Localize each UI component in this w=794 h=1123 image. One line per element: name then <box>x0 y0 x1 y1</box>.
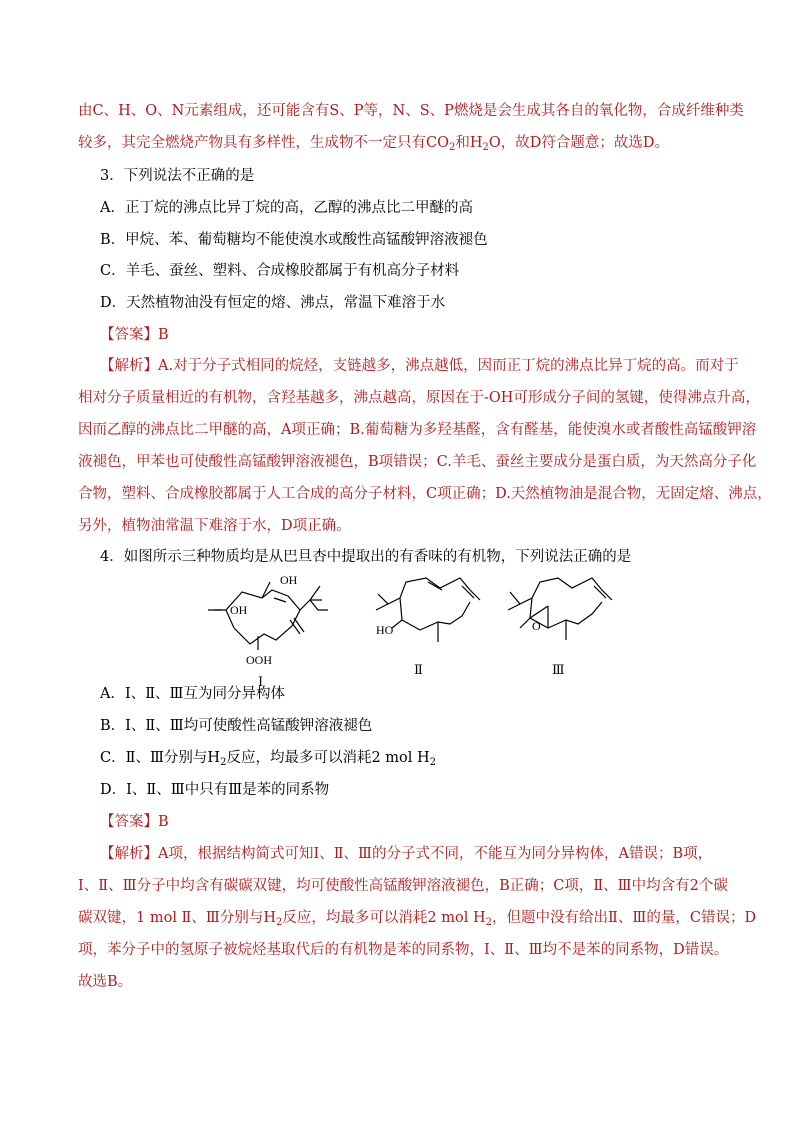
oh-group-label: OH <box>280 573 298 587</box>
structure-label-2: Ⅱ <box>414 662 423 677</box>
ho-group-label: HO <box>376 623 394 637</box>
structure-2 <box>376 578 480 677</box>
q4-analysis-line-4: 项，苯分子中的氢原子被烷烃基取代后的有机物是苯的同系物，Ⅰ、Ⅱ、Ⅲ均不是苯的同系物，D错误。 <box>78 942 729 958</box>
oh-group-label: OH <box>230 603 248 617</box>
q3-answer: 【答案】B <box>100 327 169 343</box>
structure-1 <box>208 573 328 689</box>
q3-option-d: D．天然植物油没有恒定的熔、沸点，常温下难溶于水 <box>100 295 446 311</box>
q4-option-d: D．Ⅰ、Ⅱ、Ⅲ中只有Ⅲ是苯的同系物 <box>100 782 330 798</box>
structure-label-1: Ⅰ <box>258 674 264 689</box>
ooh-group-label: OOH <box>246 653 272 667</box>
q3-analysis-line-2: 相对分子质量相近的有机物，含羟基越多，沸点越高，原因在于-OH可形成分子间的氢键，使得沸点升高， <box>78 390 760 406</box>
intro-line-2: 较多，其完全燃烧产物具有多样性，生成物不一定只有$CO_2$和$H_2O$，故D符合题意；故选D。 <box>78 135 670 153</box>
molecule-structures-figure <box>200 570 620 690</box>
analysis-tag: 【解析】 <box>100 846 158 862</box>
q3-stem: 3．下列说法不正确的是 <box>100 168 255 184</box>
q3-option-a: A．正丁烷的沸点比异丁烷的高，乙醇的沸点比二甲醚的高 <box>100 200 473 216</box>
q4-answer: 【答案】B <box>100 814 169 830</box>
q4-analysis-line-3: 碳双键，1 mol Ⅱ、Ⅲ分别与$H_2$反应，均最多可以消耗2 mol $H_2$，但题中没有给出Ⅱ、Ⅲ的量，C错误；D <box>78 910 757 928</box>
q3-option-c: C．羊毛、蚕丝、塑料、合成橡胶都属于有机高分子材料 <box>100 263 460 279</box>
q4-analysis-line-1: 【解析】A项，根据结构简式可知Ⅰ、Ⅱ、Ⅲ的分子式不同，不能互为同分异构体，A错误；B项， <box>100 846 713 862</box>
intro-line-1: 由C、H、O、N元素组成，还可能含有S、P等，N、S、P燃烧是会生成其各自的氧化物，合成纤维种类 <box>78 103 744 119</box>
answer-tag: 【答案】 <box>100 327 158 343</box>
structure-label-3: Ⅲ <box>552 662 565 677</box>
o-group-label: O <box>532 619 541 633</box>
q4-option-a: A．Ⅰ、Ⅱ、Ⅲ互为同分异构体 <box>100 686 286 702</box>
analysis-tag: 【解析】 <box>100 358 158 374</box>
q3-analysis-line-5: 合物，塑料、合成橡胶都属于人工合成的高分子材料，C项正确；D.天然植物油是混合物，无固定熔、沸点， <box>78 486 772 502</box>
answer-tag: 【答案】 <box>100 814 158 830</box>
q4-analysis-line-2: Ⅰ、Ⅱ、Ⅲ分子中均含有碳碳双键，均可使酸性高锰酸钾溶液褪色，B正确；C项，Ⅱ、Ⅲ中均含有2个碳 <box>78 878 728 894</box>
q4-analysis-line-5: 故选B。 <box>78 974 133 990</box>
structure-3 <box>508 578 612 677</box>
q3-analysis-line-6: 另外，植物油常温下难溶于水，D项正确。 <box>78 518 351 534</box>
q4-option-b: B．Ⅰ、Ⅱ、Ⅲ均可使酸性高锰酸钾溶液褪色 <box>100 718 373 734</box>
q4-stem: 4．如图所示三种物质均是从巴旦杏中提取出的有香味的有机物，下列说法正确的是 <box>100 549 632 565</box>
q3-analysis-line-3: 因而乙醇的沸点比二甲醚的高，A项正确；B.葡萄糖为多羟基醛，含有醛基，能使溴水或者酸性高锰酸钾溶 <box>78 422 757 438</box>
q4-option-c: C．Ⅱ、Ⅲ分别与$H_2$反应，均最多可以消耗2 mol $H_2$ <box>100 750 437 768</box>
q3-analysis-line-4: 液褪色，甲苯也可使酸性高锰酸钾溶液褪色，B项错误；C.羊毛、蚕丝主要成分是蛋白质，为天然高分子化 <box>78 454 757 470</box>
q3-analysis-line-1: 【解析】A.对于分子式相同的烷烃，支链越多，沸点越低，因而正丁烷的沸点比异丁烷的高。而对于 <box>100 358 739 374</box>
q3-option-b: B．甲烷、苯、葡萄糖均不能使溴水或酸性高锰酸钾溶液褪色 <box>100 232 488 248</box>
